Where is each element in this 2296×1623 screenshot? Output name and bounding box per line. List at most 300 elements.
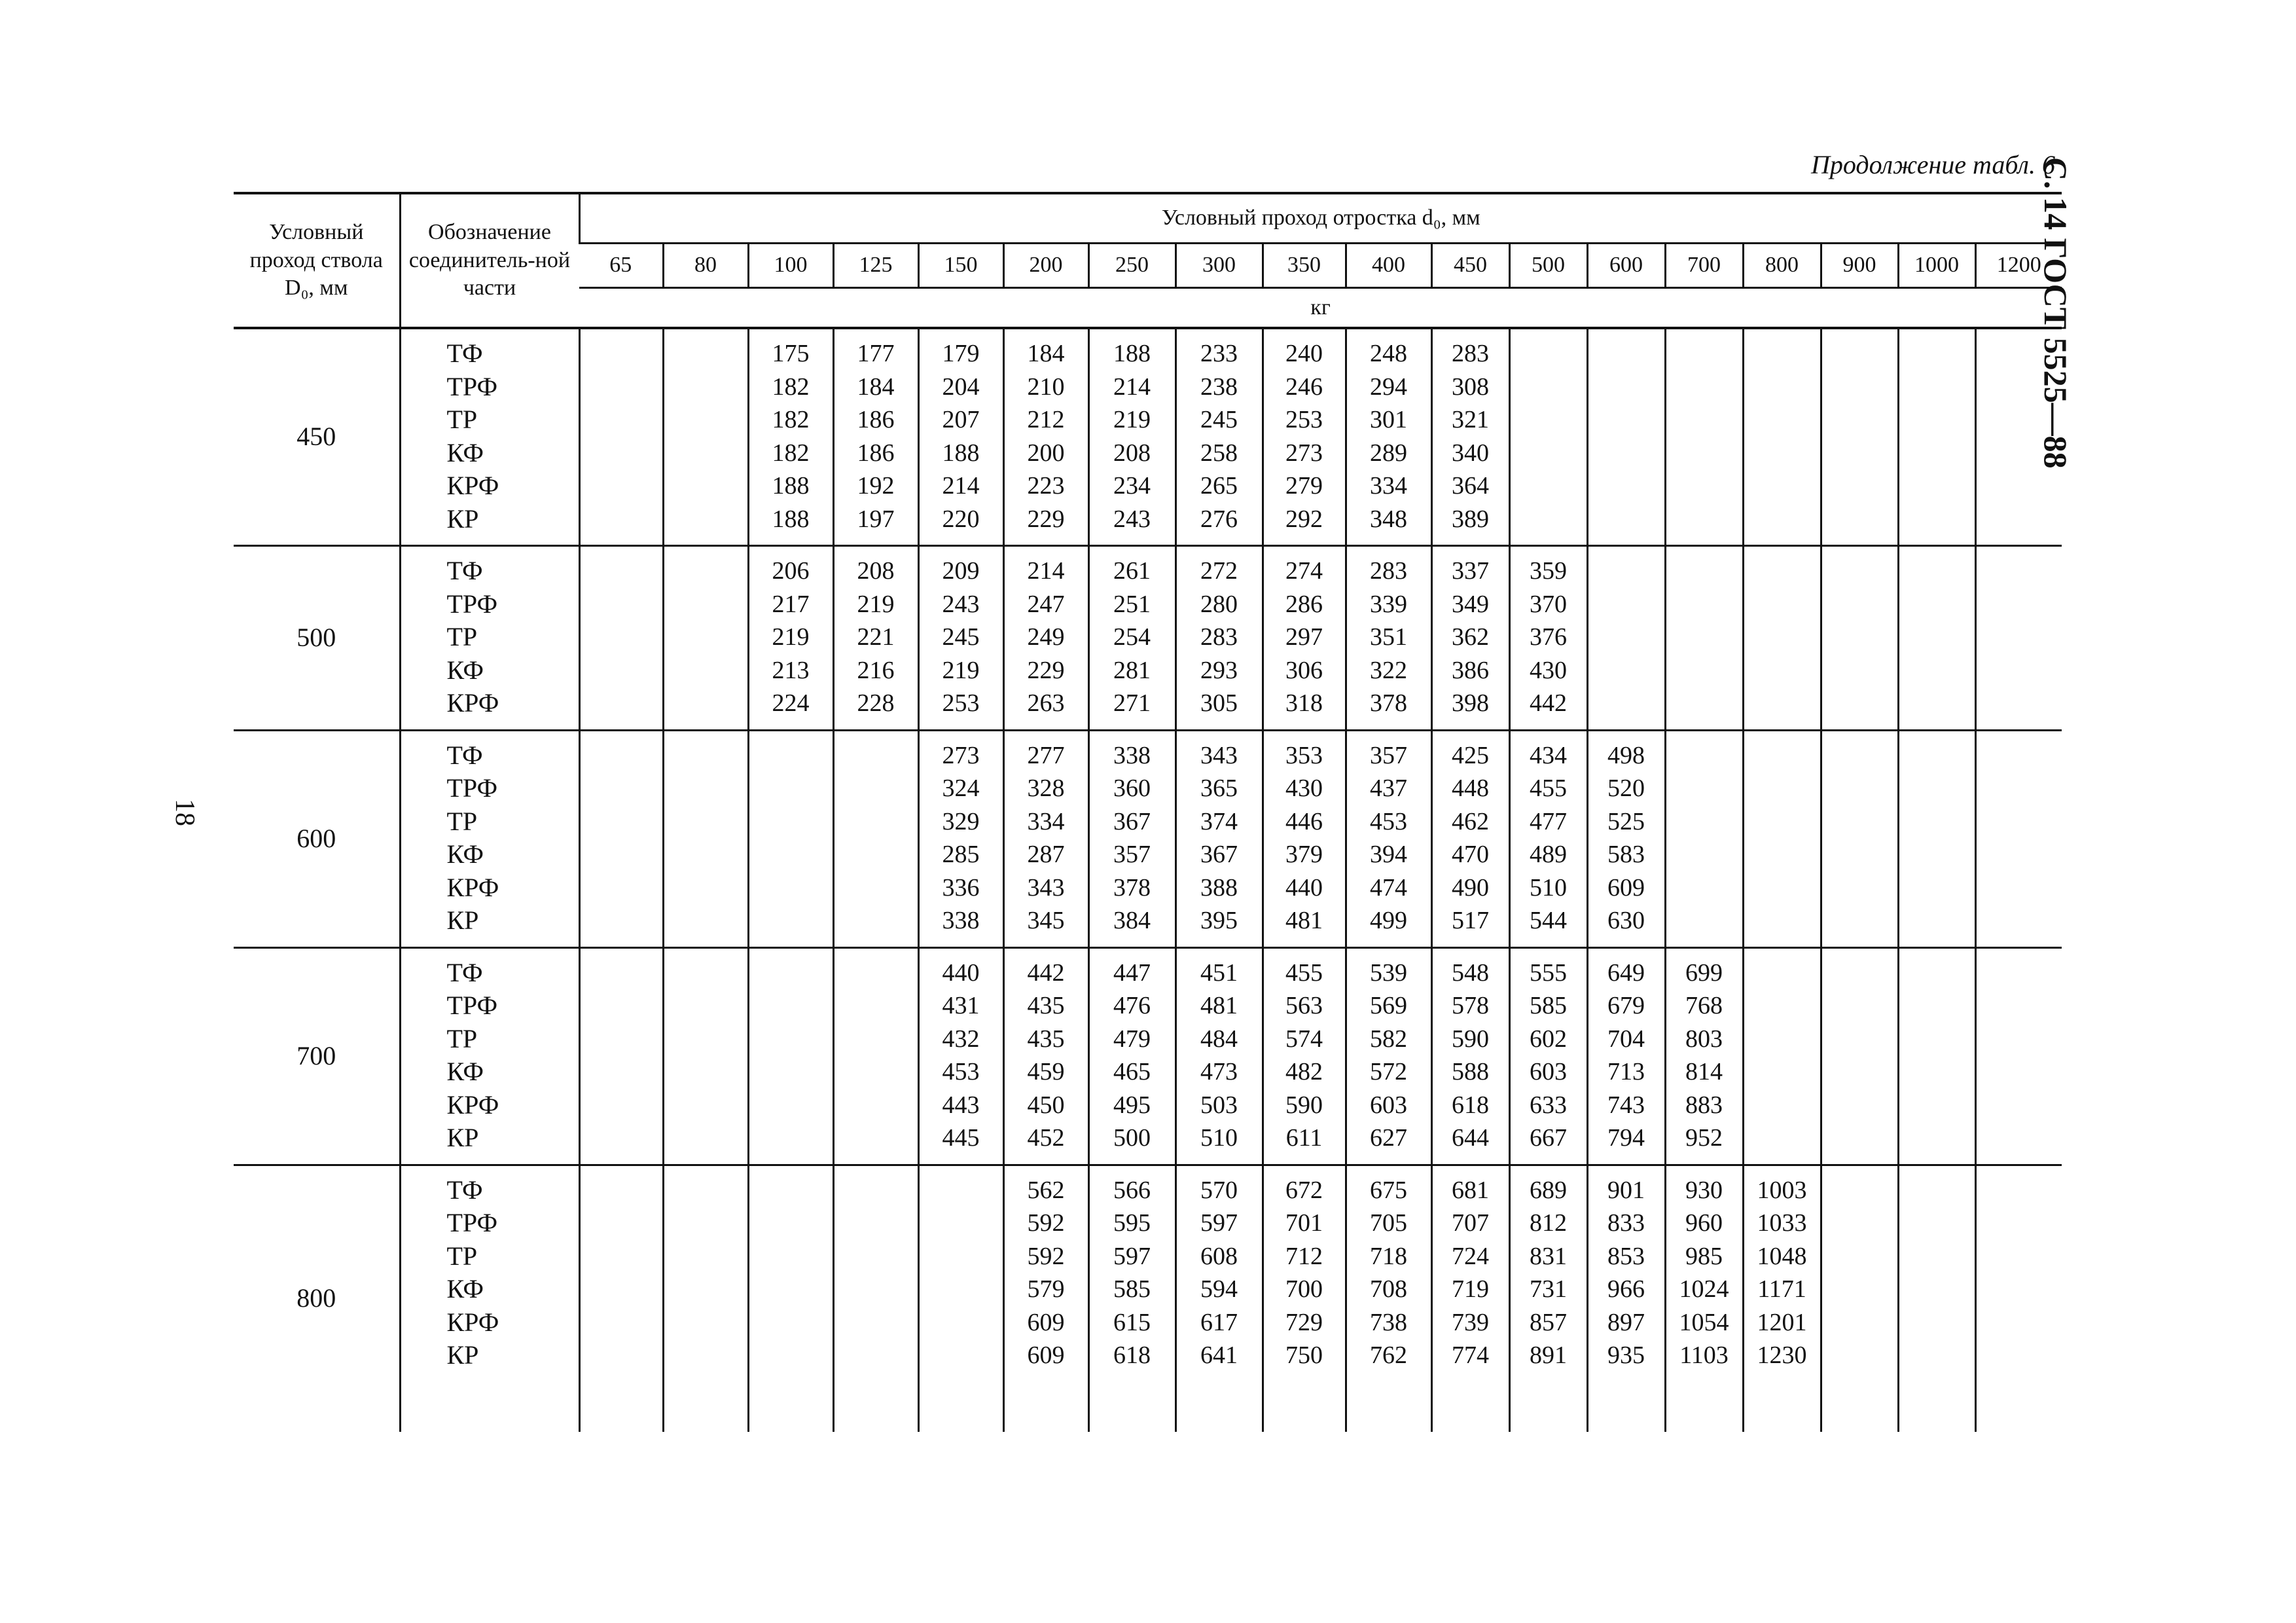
trunk-size-cell: 700	[234, 947, 400, 1165]
weight-cell	[1431, 1165, 1509, 1432]
weight-value: 479	[1113, 1025, 1151, 1053]
weight-value: 245	[942, 623, 980, 651]
weight-value: 212	[1027, 406, 1065, 433]
branch-size-cell: 300	[1175, 243, 1263, 287]
weight-value: 667	[1530, 1124, 1567, 1152]
designation-label: КР	[446, 905, 479, 935]
designation-label: ТФ	[446, 740, 483, 770]
weight-cell	[663, 730, 748, 947]
branch-size-cell: 800	[1743, 243, 1821, 287]
weight-value: 229	[1027, 505, 1065, 533]
weight-cell	[1821, 328, 1898, 546]
weight-value: 602	[1530, 1025, 1567, 1053]
weight-cell	[1431, 730, 1509, 947]
weight-value: 1230	[1757, 1341, 1807, 1369]
weight-cell	[1898, 328, 1975, 546]
weight-cell	[1263, 328, 1346, 546]
weight-cell	[1509, 328, 1587, 546]
weight-value: 712	[1285, 1242, 1323, 1270]
weight-value: 384	[1113, 907, 1151, 934]
designation-label: КР	[446, 503, 479, 534]
weight-cell	[1263, 1165, 1346, 1432]
weight-cell	[1975, 947, 2062, 1165]
weight-value: 240	[1285, 340, 1323, 367]
weight-value: 186	[857, 439, 895, 467]
weight-cell	[748, 328, 833, 546]
weight-value: 831	[1530, 1242, 1567, 1270]
weight-value: 243	[1113, 505, 1151, 533]
weight-cell	[1665, 328, 1743, 546]
weight-value: 762	[1370, 1341, 1407, 1369]
designation-label: КФ	[446, 1274, 484, 1304]
weight-value: 750	[1285, 1341, 1323, 1369]
weight-value: 883	[1685, 1091, 1723, 1119]
branch-size-cell: 65	[609, 252, 632, 277]
weight-cell	[1346, 947, 1431, 1165]
weight-value: 446	[1285, 807, 1323, 835]
weight-value: 435	[1027, 992, 1065, 1019]
weight-value: 378	[1370, 689, 1407, 717]
weight-value: 214	[1113, 373, 1151, 401]
weight-cell	[1088, 947, 1175, 1165]
weight-value: 425	[1452, 741, 1489, 769]
weight-cell	[663, 947, 748, 1165]
weight-value: 286	[1285, 590, 1323, 618]
table-row	[234, 730, 2062, 947]
weight-value: 353	[1285, 741, 1323, 769]
weight-value: 952	[1685, 1124, 1723, 1152]
designation-cell	[400, 546, 579, 731]
weight-cell	[663, 1165, 748, 1432]
weight-value: 891	[1530, 1341, 1567, 1369]
weight-value: 572	[1370, 1058, 1407, 1085]
designation-cell	[400, 947, 579, 1165]
weight-value: 370	[1530, 590, 1567, 618]
weight-value: 630	[1607, 907, 1645, 934]
weight-value: 321	[1452, 406, 1489, 433]
weight-value: 681	[1452, 1176, 1489, 1204]
weight-value: 388	[1200, 873, 1238, 902]
weight-value: 570	[1200, 1176, 1238, 1204]
weight-value: 283	[1452, 340, 1489, 367]
weight-cell	[1175, 730, 1263, 947]
weight-value: 960	[1685, 1209, 1723, 1237]
weight-value: 592	[1027, 1242, 1065, 1270]
weight-value: 273	[1285, 439, 1323, 467]
weight-value: 450	[1027, 1091, 1065, 1119]
weight-value: 705	[1370, 1209, 1407, 1237]
weight-value: 562	[1027, 1176, 1065, 1204]
weight-value: 432	[942, 1025, 980, 1053]
weight-value: 1003	[1757, 1176, 1807, 1204]
weight-cell	[1346, 328, 1431, 546]
weight-cell	[1821, 546, 1898, 731]
weight-cell	[1898, 947, 1975, 1165]
weight-cell	[748, 947, 833, 1165]
weight-value: 644	[1452, 1124, 1489, 1152]
weight-value: 679	[1607, 992, 1645, 1019]
weight-value: 447	[1113, 958, 1151, 987]
weight-value: 367	[1113, 807, 1151, 835]
table-row	[234, 947, 2062, 1165]
weight-value: 318	[1285, 689, 1323, 717]
weight-value: 182	[772, 439, 810, 467]
weight-cell	[1003, 546, 1088, 731]
weight-value: 455	[1285, 958, 1323, 987]
weight-cell	[833, 730, 918, 947]
weight-value: 210	[1027, 373, 1065, 401]
designation-label: ТФ	[446, 556, 483, 585]
weight-value: 611	[1285, 1124, 1323, 1152]
weight-cell	[833, 1165, 918, 1432]
weight-cell	[1665, 730, 1743, 947]
weight-value: 214	[1027, 557, 1065, 585]
weight-value: 857	[1530, 1308, 1567, 1336]
weight-value: 283	[1200, 623, 1238, 651]
weight-cell	[1263, 730, 1346, 947]
weight-value: 1033	[1757, 1209, 1807, 1237]
weight-value: 328	[1027, 775, 1065, 802]
weight-value: 675	[1370, 1176, 1407, 1204]
weight-value: 641	[1200, 1341, 1238, 1369]
weight-cell	[663, 328, 748, 546]
weight-value: 701	[1285, 1209, 1323, 1237]
weight-value: 608	[1200, 1242, 1238, 1270]
branch-size-cell: 350	[1263, 243, 1346, 287]
weight-value: 476	[1113, 992, 1151, 1019]
weight-value: 249	[1027, 623, 1065, 651]
weight-value: 376	[1530, 623, 1567, 651]
weight-value: 220	[942, 505, 980, 533]
weight-value: 186	[857, 406, 895, 433]
weight-cell	[1346, 1165, 1431, 1432]
weight-value: 566	[1113, 1176, 1151, 1204]
weight-value: 481	[1285, 907, 1323, 934]
weight-value: 219	[1113, 406, 1151, 433]
weight-value: 345	[1027, 907, 1065, 934]
weight-value: 207	[942, 406, 980, 433]
trunk-size-cell: 800	[296, 1283, 336, 1313]
weight-cell	[1975, 546, 2062, 731]
weight-cell	[1975, 1165, 2062, 1432]
designation-label: ТР	[446, 806, 478, 836]
weight-value: 214	[942, 472, 980, 500]
table-body	[234, 328, 2062, 1432]
weight-value: 289	[1370, 439, 1407, 467]
weight-value: 731	[1530, 1275, 1567, 1303]
trunk-size-cell: 450	[234, 328, 400, 546]
weight-value: 175	[772, 340, 810, 367]
weight-value: 305	[1200, 689, 1238, 717]
weight-value: 221	[857, 623, 895, 651]
weight-cell	[833, 328, 918, 546]
weight-value: 246	[1285, 373, 1323, 401]
weight-value: 544	[1530, 907, 1567, 934]
weight-cell	[1175, 947, 1263, 1165]
weight-value: 585	[1113, 1275, 1151, 1303]
weight-cell	[1263, 546, 1346, 731]
designation-label: КРФ	[446, 688, 499, 718]
weight-value: 386	[1452, 656, 1489, 684]
weight-cell	[1088, 328, 1175, 546]
weight-value: 442	[1530, 689, 1567, 717]
weight-cell	[1821, 1165, 1898, 1432]
weight-cell	[1665, 546, 1743, 731]
weight-value: 768	[1685, 992, 1723, 1019]
weight-value: 440	[942, 958, 980, 987]
weight-value: 340	[1452, 439, 1489, 467]
weight-value: 281	[1113, 656, 1151, 684]
weight-value: 633	[1530, 1091, 1567, 1119]
weight-value: 548	[1452, 958, 1489, 987]
weight-value: 251	[1113, 590, 1151, 618]
weight-value: 465	[1113, 1058, 1151, 1085]
weight-value: 481	[1200, 992, 1238, 1019]
weight-value: 459	[1027, 1058, 1065, 1085]
weight-cell	[918, 730, 1003, 947]
page-number: 18	[170, 799, 200, 826]
weight-value: 348	[1370, 505, 1407, 533]
weight-cell	[1743, 328, 1821, 546]
table-row	[234, 1165, 2062, 1432]
weight-cell	[1587, 546, 1665, 731]
weight-value: 188	[772, 472, 810, 500]
weight-value: 334	[1027, 807, 1065, 835]
weight-cell	[579, 546, 663, 731]
trunk-size-cell: 500	[234, 546, 400, 731]
designation-label: ТР	[446, 1023, 478, 1053]
designation-label: ТР	[446, 622, 478, 651]
designation-label: КРФ	[446, 872, 499, 902]
weight-value: 618	[1113, 1341, 1151, 1369]
weight-cell	[918, 328, 1003, 546]
weight-cell	[1587, 328, 1665, 546]
weight-value: 901	[1607, 1176, 1645, 1204]
weight-value: 474	[1370, 873, 1407, 902]
branch-size-cell: 100	[748, 243, 833, 287]
weight-value: 707	[1452, 1209, 1489, 1237]
weight-cell	[1431, 328, 1509, 546]
weight-value: 594	[1200, 1275, 1238, 1303]
weight-value: 395	[1200, 907, 1238, 934]
weight-value: 357	[1370, 741, 1407, 769]
weight-value: 379	[1285, 841, 1323, 868]
weight-value: 280	[1200, 590, 1238, 618]
designation-label: ТР	[446, 1241, 478, 1271]
weight-value: 234	[1113, 472, 1151, 500]
weight-cell	[748, 1165, 833, 1432]
weight-value: 569	[1370, 992, 1407, 1019]
weight-cell	[1175, 546, 1263, 731]
weight-value: 258	[1200, 439, 1238, 467]
weight-value: 430	[1530, 656, 1567, 684]
weight-value: 374	[1200, 807, 1238, 835]
designation-label: ТРФ	[446, 991, 498, 1020]
weight-value: 578	[1452, 992, 1489, 1019]
weight-value: 1103	[1679, 1341, 1729, 1369]
weight-value: 434	[1530, 741, 1567, 769]
designation-label: КФ	[446, 437, 484, 467]
weight-value: 603	[1370, 1091, 1407, 1119]
weight-value: 555	[1530, 958, 1567, 987]
weight-value: 490	[1452, 873, 1489, 902]
weight-value: 618	[1452, 1091, 1489, 1119]
weight-value: 254	[1113, 623, 1151, 651]
weight-value: 445	[942, 1124, 980, 1152]
weight-value: 595	[1113, 1209, 1151, 1237]
weight-value: 617	[1200, 1308, 1238, 1336]
weight-cell	[1821, 947, 1898, 1165]
weight-value: 272	[1200, 557, 1238, 585]
continuation-label: Продолжение табл. 6	[1810, 150, 2055, 179]
weight-value: 453	[942, 1058, 980, 1085]
weight-value: 306	[1285, 656, 1323, 684]
weight-value: 431	[942, 992, 980, 1019]
weight-value: 219	[857, 590, 895, 618]
weight-value: 510	[1200, 1124, 1238, 1152]
weights-table	[234, 192, 2062, 1432]
weight-value: 184	[1027, 340, 1065, 367]
weight-value: 442	[1027, 958, 1065, 987]
weight-cell	[1175, 328, 1263, 546]
weight-cell	[579, 947, 663, 1165]
weight-value: 213	[772, 656, 810, 684]
weight-cell	[833, 546, 918, 731]
weight-value: 935	[1607, 1341, 1645, 1369]
weight-value: 699	[1685, 958, 1723, 987]
weight-value: 930	[1685, 1176, 1723, 1204]
weight-value: 338	[942, 907, 980, 934]
weight-cell	[579, 1165, 663, 1432]
weight-value: 324	[942, 775, 980, 802]
weight-value: 233	[1200, 340, 1238, 367]
weight-value: 853	[1607, 1242, 1645, 1270]
weight-value: 279	[1285, 472, 1323, 500]
weight-cell	[1743, 546, 1821, 731]
weight-value: 985	[1685, 1242, 1723, 1270]
weight-value: 365	[1200, 775, 1238, 802]
table-row	[234, 546, 2062, 731]
weight-value: 473	[1200, 1058, 1238, 1085]
branch-size-cell: 125	[833, 243, 918, 287]
weight-value: 301	[1370, 406, 1407, 433]
weight-value: 689	[1530, 1176, 1567, 1204]
unit-label: кг	[1310, 295, 1331, 319]
weight-value: 574	[1285, 1025, 1323, 1053]
weight-value: 184	[857, 373, 895, 401]
branch-size-cell: 80	[663, 243, 748, 287]
weight-value: 209	[942, 557, 980, 585]
designation-label: КРФ	[446, 1089, 499, 1120]
weight-value: 223	[1027, 472, 1065, 500]
weight-value: 177	[857, 340, 895, 367]
designation-label: КФ	[446, 655, 484, 685]
weight-value: 520	[1607, 775, 1645, 802]
weight-value: 803	[1685, 1025, 1723, 1053]
weight-value: 1171	[1757, 1275, 1806, 1303]
weight-value: 452	[1027, 1124, 1065, 1152]
weight-value: 724	[1452, 1242, 1489, 1270]
weight-cell	[1088, 1165, 1175, 1432]
weight-value: 510	[1530, 873, 1567, 902]
col-header-trunk: Условный проход ствола D₀, мм	[234, 193, 400, 328]
weight-value: 470	[1452, 841, 1489, 868]
weight-value: 563	[1285, 992, 1323, 1019]
weight-value: 253	[1285, 406, 1323, 433]
weight-value: 582	[1370, 1025, 1407, 1053]
weight-value: 389	[1452, 505, 1489, 533]
weight-value: 713	[1607, 1058, 1645, 1085]
weight-value: 228	[857, 689, 895, 717]
weight-cell	[1975, 328, 2062, 546]
weight-value: 597	[1113, 1242, 1151, 1270]
branch-size-cell: 500	[1509, 243, 1587, 287]
weight-cell	[1263, 947, 1346, 1165]
weight-value: 219	[772, 623, 810, 651]
weight-cell	[1088, 730, 1175, 947]
weight-value: 738	[1370, 1308, 1407, 1336]
weight-value: 812	[1530, 1209, 1567, 1237]
weight-value: 585	[1530, 992, 1567, 1019]
designation-label: ТФ	[446, 957, 483, 987]
weight-value: 966	[1607, 1275, 1645, 1303]
weight-value: 238	[1200, 373, 1238, 401]
weight-cell	[918, 546, 1003, 731]
weight-value: 216	[857, 656, 895, 684]
branch-size-cell: 150	[918, 243, 1003, 287]
weight-value: 897	[1607, 1308, 1645, 1336]
designation-label: ТР	[446, 405, 478, 434]
branch-size-cell: 1000	[1898, 243, 1975, 287]
weight-value: 322	[1370, 656, 1407, 684]
designation-label: КФ	[446, 1057, 484, 1086]
designation-cell	[400, 1165, 579, 1432]
weight-value: 265	[1200, 472, 1238, 500]
weight-value: 609	[1027, 1308, 1065, 1336]
weight-cell	[1587, 947, 1665, 1165]
weight-value: 179	[942, 340, 980, 367]
weight-value: 455	[1530, 775, 1567, 802]
weight-cell	[1587, 1165, 1665, 1432]
weight-value: 503	[1200, 1091, 1238, 1119]
weight-value: 188	[942, 439, 980, 467]
weight-value: 603	[1530, 1058, 1567, 1085]
weight-cell	[1665, 947, 1743, 1165]
weight-cell	[1431, 546, 1509, 731]
weight-cell	[1175, 1165, 1263, 1432]
branch-size-cell: 600	[1587, 243, 1665, 287]
weight-value: 192	[857, 472, 895, 500]
weight-cell	[918, 947, 1003, 1165]
weight-cell	[1587, 730, 1665, 947]
weight-value: 583	[1607, 841, 1645, 868]
weight-cell	[748, 546, 833, 731]
weight-cell	[1665, 1165, 1743, 1432]
weight-value: 329	[942, 807, 980, 835]
designation-cell	[400, 328, 579, 546]
weight-value: 274	[1285, 557, 1323, 585]
weight-value: 615	[1113, 1308, 1151, 1336]
weight-value: 539	[1370, 958, 1407, 987]
weight-value: 229	[1027, 656, 1065, 684]
weight-value: 248	[1370, 340, 1407, 367]
weight-cell	[1898, 1165, 1975, 1432]
weight-value: 597	[1200, 1209, 1238, 1237]
weight-value: 364	[1452, 472, 1489, 500]
weight-value: 200	[1027, 439, 1065, 467]
weight-cell	[663, 546, 748, 731]
weight-cell	[579, 730, 663, 947]
